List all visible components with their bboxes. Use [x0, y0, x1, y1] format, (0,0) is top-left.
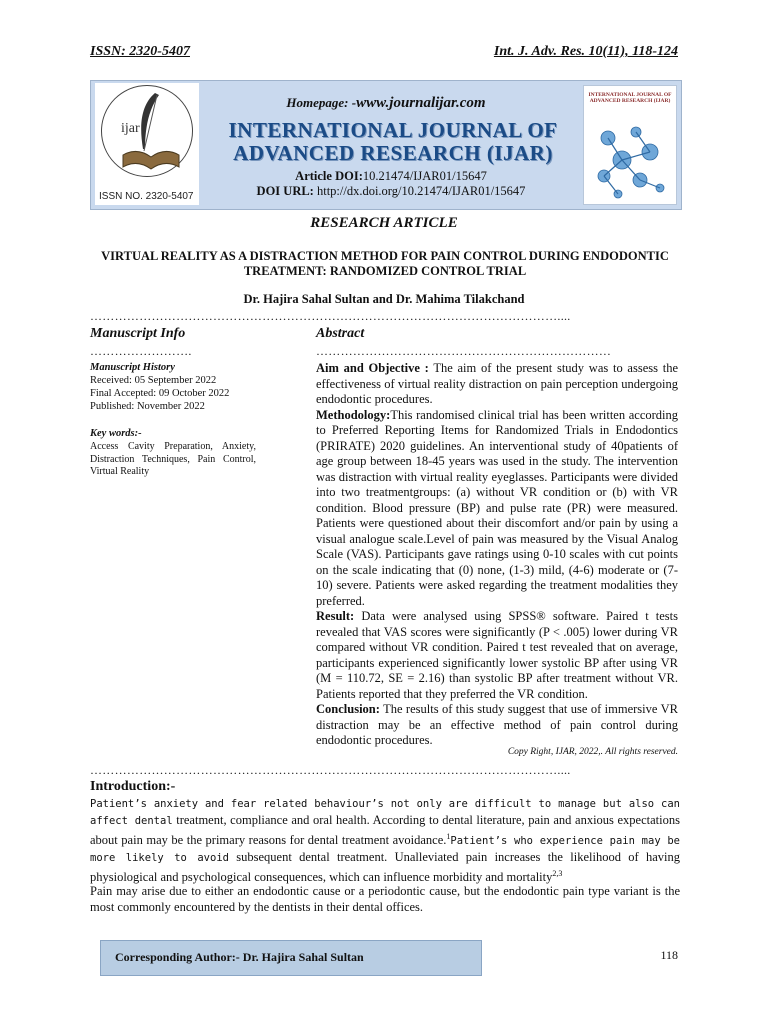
manuscript-history-title: Manuscript History — [90, 362, 175, 373]
page-number: 118 — [660, 948, 678, 962]
abstract-conclusion — [316, 702, 678, 749]
abstract-methodology — [316, 408, 678, 610]
doi-label: Article DOI: — [295, 169, 363, 183]
journal-title-line2: ADVANCED RESEARCH (IJAR) — [233, 141, 553, 165]
journal-banner — [90, 80, 682, 210]
doi-url-label: DOI URL: — [256, 184, 314, 198]
intro-text-c: Patient’s who experience pain may be more likely to avoid — [90, 835, 681, 864]
article-doi — [201, 169, 581, 184]
corresponding-author-box — [100, 940, 482, 976]
introduction-paragraph-1 — [90, 796, 680, 886]
cover-title: INTERNATIONAL JOURNAL OF ADVANCED RESEARCH (IJAR) — [588, 92, 672, 104]
keywords-list: Access Cavity Preparation, Anxiety, Distraction Techniques, Pain Control, Virtual Reality — [90, 441, 256, 477]
conclusion-label: Conclusion: — [316, 702, 380, 716]
separator-top: …………………………………………………………………………………………………….... — [90, 309, 571, 323]
molecule-graphic — [588, 118, 672, 202]
book-icon — [121, 145, 181, 173]
abstract-heading: Abstract — [316, 326, 365, 341]
doi-url — [201, 184, 581, 199]
introduction-paragraph-2: Pain may arise due to either an endodontic cause or a periodontic cause, but the endodontic pain type variant is the most commonly encountered by the dentists in their dental offices. — [90, 884, 680, 914]
homepage-link[interactable]: www.journalijar.com — [356, 95, 486, 111]
method-label: Methodology: — [316, 407, 391, 422]
citation-sup-1: 1 — [446, 832, 451, 841]
result-label: Result: — [316, 609, 355, 623]
logo-issn: ISSN NO. 2320-5407 — [99, 191, 194, 202]
doi-url-link[interactable]: http://dx.doi.org/10.21474/IJAR01/15647 — [316, 184, 526, 198]
introduction-heading: Introduction:- — [90, 779, 176, 794]
journal-citation: Int. J. Adv. Res. 10(11), 118-124 — [493, 44, 678, 59]
received-date: Received: 05 September 2022 — [90, 375, 217, 386]
doi-value: 10.21474/IJAR01/15647 — [362, 169, 487, 183]
aim-text: The aim of the present study was to assess the effectiveness of virtual reality distraction on pain perception undergoing endodontic procedures. — [316, 361, 678, 406]
author-list: Dr. Hajira Sahal Sultan and Dr. Mahima Tilakchand — [243, 292, 525, 306]
method-text: This randomised clinical trial has been written according to Preferred Reporting Items for Randomized Trials in Endodontics (PRIRATE) 2020 guidelines. An interventional study of 40patients of age group between 18-45 years was used in the study. The intervention was distraction with virtual reality eyeglasses. Participants were divided into two treatmentgroups: (a) without VR condition or (b) with VR condition. Blood pressure (BP) and pulse rate (PR) were measured. Patients were questioned about their discomfort and/or pain by using a visual analogue scale.Level of pain was measured by the Visual Analog Scale (VAS). Participants gave ratings using 0-10 scales with cut points on the scale indicating that (0) none, (1-3) mild, (4-6) moderate or (7-10) severe. Patients were asked regarding the treatment modalities they preferred. — [316, 407, 678, 608]
published-date: Published: November 2022 — [90, 401, 205, 412]
manuscript-info-heading: Manuscript Info — [90, 326, 186, 341]
article-type: RESEARCH ARTICLE — [310, 215, 458, 231]
intro-text-d: subsequent dental treatment. Unalleviated pain increases the likelihood of having physiological and psychological consequences, which can influence morbidity and mortality — [90, 849, 680, 885]
journal-title-line1: INTERNATIONAL JOURNAL OF — [228, 118, 558, 142]
journal-title — [203, 119, 583, 165]
abstract-result — [316, 609, 678, 702]
conclusion-text: The results of this study suggest that use of immersive VR distraction may be an effective method of pain control during endodontic procedures. — [316, 702, 678, 747]
intro-text-a: Patient’s anxiety and fear related behaviour’s not only are difficult to manage but also can affect dental — [90, 798, 680, 827]
intro-text-b: treatment, compliance and oral health. According to dental literature, pain and anxious expectations about pain may be the primary reasons for dental treatment avoidance. — [90, 812, 680, 848]
result-text: Data were analysed using SPSS® software. Paired t tests revealed that VAS scores were significantly (P < .005) lower during VR compared without VR condition. Paired t test revealed that on average, participants experienced significantly lower systolic BP after using VR (M = 110.72, SE = 2.16) than systolic BP after treatment without VR. Patients reported that they preferred the VR condition. — [316, 609, 678, 701]
homepage-label: Homepage: - — [286, 95, 357, 110]
issn-header: ISSN: 2320-5407 — [90, 44, 190, 59]
manuscript-separator: ……………………. — [90, 344, 192, 358]
journal-cover-thumbnail — [583, 85, 677, 205]
corresponding-author: Corresponding Author:- Dr. Hajira Sahal Sultan — [115, 950, 364, 964]
abstract-body — [316, 361, 678, 749]
copyright-notice: Copy Right, IJAR, 2022,. All rights reserved. — [507, 747, 678, 757]
accepted-date: Final Accepted: 09 October 2022 — [90, 388, 230, 399]
abstract-aim — [316, 361, 678, 408]
paper-title: VIRTUAL REALITY AS A DISTRACTION METHOD FOR PAIN CONTROL DURING ENDODONTIC TREATMENT: RANDOMIZED CONTROL TRIAL — [101, 249, 669, 278]
aim-label: Aim and Objective : — [316, 361, 429, 375]
citation-sup-2: 2,3 — [552, 869, 563, 879]
logo-wordmark: ijar — [121, 121, 140, 136]
keywords-title: Key words:- — [90, 428, 142, 439]
separator-bottom: …………………………………………………………………………………………………….... — [90, 763, 571, 777]
abstract-separator: ……………………………………………………………… — [316, 344, 612, 358]
